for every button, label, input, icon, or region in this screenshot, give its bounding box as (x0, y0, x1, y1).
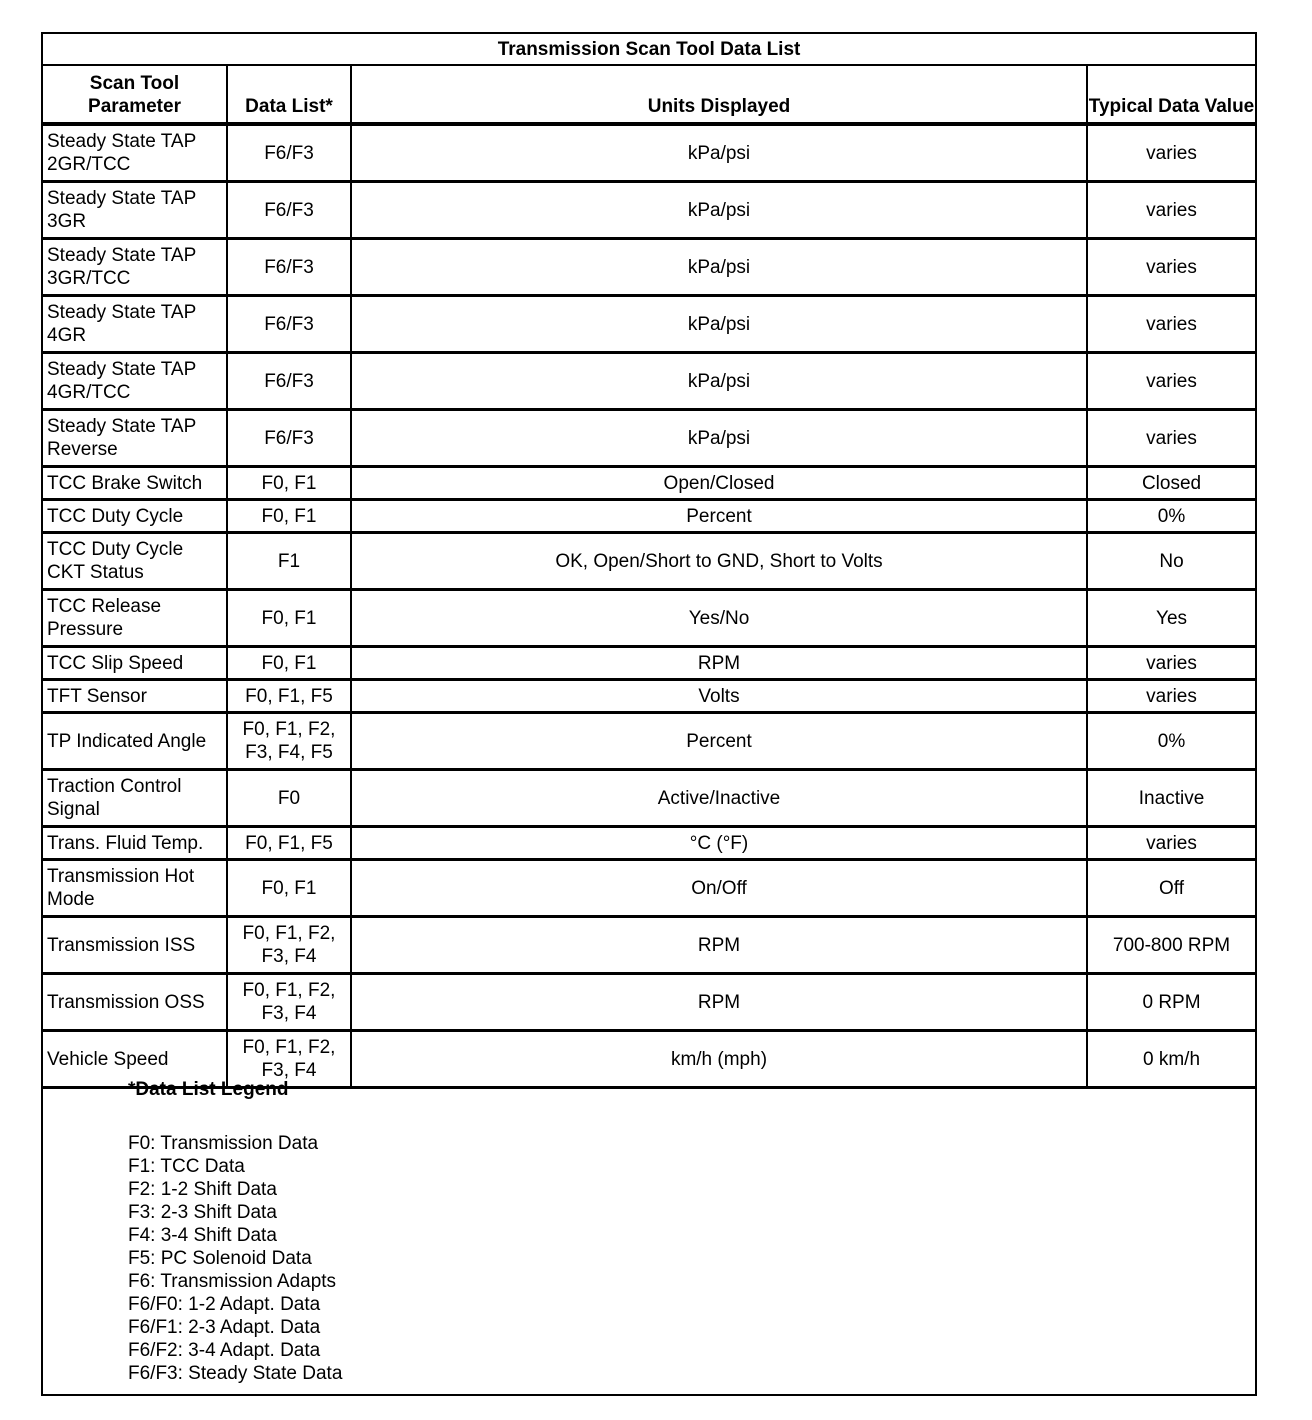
parameter-cell: TFT Sensor (43, 680, 227, 713)
units-cell: Yes/No (351, 590, 1087, 647)
parameter-cell: Trans. Fluid Temp. (43, 827, 227, 860)
table-row (43, 917, 1255, 974)
data-list-cell: F6/F3 (227, 296, 351, 353)
typical-value-cell: 0% (1087, 713, 1255, 770)
legend-item: F1: TCC Data (128, 1156, 245, 1177)
legend-item: F3: 2-3 Shift Data (128, 1202, 277, 1223)
units-cell: km/h (mph) (351, 1031, 1087, 1088)
parameter-cell: Steady State TAP 4GR/TCC (43, 353, 227, 410)
table-row (43, 974, 1255, 1031)
legend-item: F6: Transmission Adapts (128, 1271, 337, 1292)
typical-value-cell: No (1087, 533, 1255, 590)
units-cell: Open/Closed (351, 467, 1087, 500)
typical-value-cell: Inactive (1087, 770, 1255, 827)
units-cell: Percent (351, 713, 1087, 770)
data-list-cell: F0, F1 (227, 647, 351, 680)
typical-value-cell: 0 km/h (1087, 1031, 1255, 1088)
typical-value-cell: 700-800 RPM (1087, 917, 1255, 974)
legend-item: F5: PC Solenoid Data (128, 1248, 312, 1269)
table-row (43, 410, 1255, 467)
parameter-cell: Traction Control Signal (43, 770, 227, 827)
data-list-cell: F6/F3 (227, 353, 351, 410)
typical-value-cell: varies (1087, 410, 1255, 467)
table-row (43, 827, 1255, 860)
parameter-cell: TP Indicated Angle (43, 713, 227, 770)
parameter-cell: TCC Release Pressure (43, 590, 227, 647)
units-cell: OK, Open/Short to GND, Short to Volts (351, 533, 1087, 590)
units-cell: °C (°F) (351, 827, 1087, 860)
table-row (43, 533, 1255, 590)
table-row (43, 770, 1255, 827)
table-row (43, 182, 1255, 239)
typical-value-cell: varies (1087, 182, 1255, 239)
typical-value-cell: Yes (1087, 590, 1255, 647)
parameter-cell: Transmission Hot Mode (43, 860, 227, 917)
units-cell: kPa/psi (351, 296, 1087, 353)
typical-value-cell: varies (1087, 680, 1255, 713)
data-list-cell: F6/F3 (227, 410, 351, 467)
units-cell: Percent (351, 500, 1087, 533)
parameter-cell: Vehicle Speed (43, 1031, 227, 1088)
typical-value-cell: varies (1087, 296, 1255, 353)
typical-value-cell: Closed (1087, 467, 1255, 500)
data-list-cell: F6/F3 (227, 124, 351, 182)
data-list-cell: F0, F1, F2, F3, F4 (227, 917, 351, 974)
data-list-cell: F0, F1, F5 (227, 680, 351, 713)
table-row (43, 296, 1255, 353)
table-row (43, 500, 1255, 533)
table-row (43, 467, 1255, 500)
table-row (43, 860, 1255, 917)
parameter-cell: TCC Slip Speed (43, 647, 227, 680)
typical-value-cell: varies (1087, 647, 1255, 680)
data-list-cell: F0, F1 (227, 467, 351, 500)
table-row (43, 647, 1255, 680)
units-cell: Active/Inactive (351, 770, 1087, 827)
units-cell: On/Off (351, 860, 1087, 917)
parameter-cell: Transmission ISS (43, 917, 227, 974)
table-row (43, 680, 1255, 713)
parameter-cell: Steady State TAP 3GR (43, 182, 227, 239)
parameter-cell: Transmission OSS (43, 974, 227, 1031)
data-list-cell: F1 (227, 533, 351, 590)
table-row (43, 124, 1255, 182)
table-row (43, 713, 1255, 770)
units-cell: kPa/psi (351, 410, 1087, 467)
legend-item: F0: Transmission Data (128, 1133, 319, 1154)
units-cell: RPM (351, 917, 1087, 974)
typical-value-cell: 0 RPM (1087, 974, 1255, 1031)
data-list-cell: F0, F1, F2, F3, F4 (227, 974, 351, 1031)
header-parameter: Scan Tool Parameter (43, 65, 227, 124)
data-list-cell: F0, F1 (227, 590, 351, 647)
scan-tool-data-table (43, 34, 1255, 1089)
legend-item: F6/F0: 1-2 Adapt. Data (128, 1294, 321, 1315)
data-list-cell: F6/F3 (227, 239, 351, 296)
data-list-cell: F0, F1, F2, F3, F4 (227, 1031, 351, 1088)
parameter-cell: TCC Brake Switch (43, 467, 227, 500)
units-cell: RPM (351, 974, 1087, 1031)
parameter-cell: TCC Duty Cycle CKT Status (43, 533, 227, 590)
legend-title: *Data List Legend (128, 1079, 289, 1100)
parameter-cell: TCC Duty Cycle (43, 500, 227, 533)
units-cell: RPM (351, 647, 1087, 680)
typical-value-cell: Off (1087, 860, 1255, 917)
typical-value-cell: 0% (1087, 500, 1255, 533)
header-data-list: Data List* (227, 65, 351, 124)
data-list-sheet (41, 32, 1257, 1396)
data-list-cell: F0 (227, 770, 351, 827)
table-row (43, 239, 1255, 296)
legend-item: F4: 3-4 Shift Data (128, 1225, 277, 1246)
units-cell: kPa/psi (351, 182, 1087, 239)
units-cell: kPa/psi (351, 124, 1087, 182)
legend-item: F6/F3: Steady State Data (128, 1363, 343, 1384)
parameter-cell: Steady State TAP 2GR/TCC (43, 124, 227, 182)
units-cell: kPa/psi (351, 239, 1087, 296)
parameter-cell: Steady State TAP 4GR (43, 296, 227, 353)
data-list-legend (128, 1078, 342, 1385)
data-list-cell: F6/F3 (227, 182, 351, 239)
parameter-cell: Steady State TAP 3GR/TCC (43, 239, 227, 296)
table-row (43, 590, 1255, 647)
data-list-cell: F0, F1, F2, F3, F4, F5 (227, 713, 351, 770)
legend-item: F6/F1: 2-3 Adapt. Data (128, 1317, 321, 1338)
typical-value-cell: varies (1087, 827, 1255, 860)
typical-value-cell: varies (1087, 239, 1255, 296)
units-cell: Volts (351, 680, 1087, 713)
header-units: Units Displayed (351, 65, 1087, 124)
legend-item: F2: 1-2 Shift Data (128, 1179, 277, 1200)
header-typical-value: Typical Data Value (1087, 65, 1255, 124)
data-list-cell: F0, F1 (227, 500, 351, 533)
table-row (43, 353, 1255, 410)
data-list-cell: F0, F1 (227, 860, 351, 917)
parameter-cell: Steady State TAP Reverse (43, 410, 227, 467)
data-list-cell: F0, F1, F5 (227, 827, 351, 860)
legend-item: F6/F2: 3-4 Adapt. Data (128, 1340, 321, 1361)
typical-value-cell: varies (1087, 124, 1255, 182)
table-title: Transmission Scan Tool Data List (43, 34, 1255, 65)
typical-value-cell: varies (1087, 353, 1255, 410)
units-cell: kPa/psi (351, 353, 1087, 410)
